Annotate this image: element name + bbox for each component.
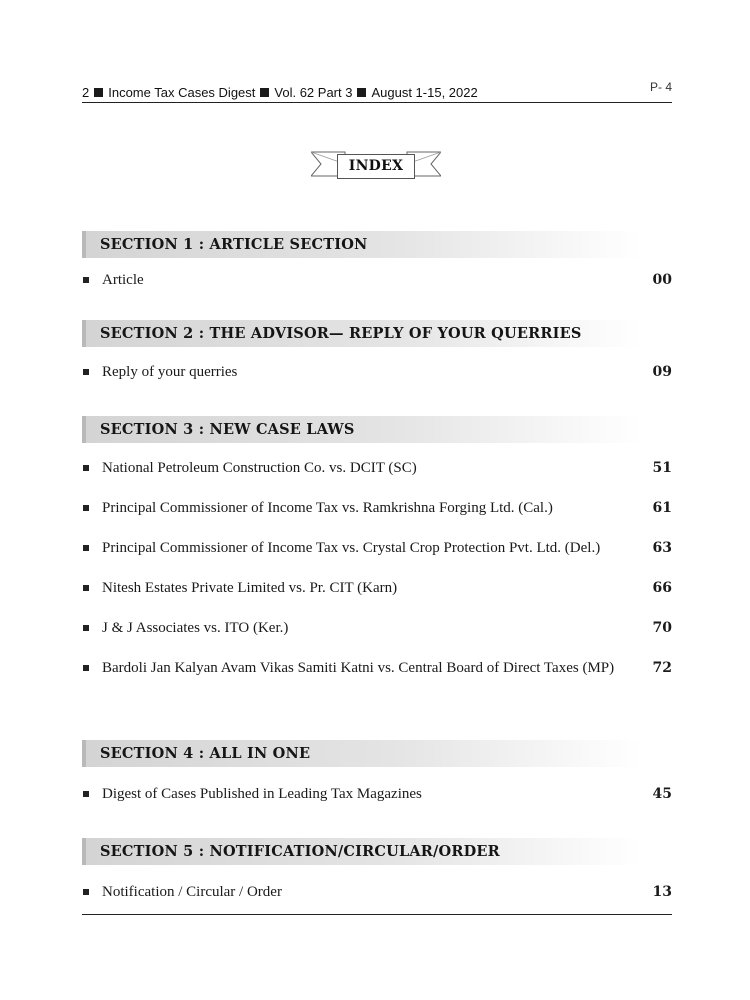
- entry-page-number: 61: [652, 500, 672, 516]
- entry-title: Reply of your querries: [102, 364, 238, 380]
- index-entry[interactable]: [82, 498, 672, 518]
- volume-label: Vol. 62 Part 3: [274, 85, 353, 100]
- index-entry[interactable]: [82, 270, 672, 290]
- entry-page-number: 13: [652, 884, 672, 900]
- entry-title: Bardoli Jan Kalyan Avam Vikas Samiti Katni vs. Central Board of Direct Taxes (MP): [102, 660, 615, 676]
- entry-title: Nitesh Estates Private Limited vs. Pr. CIT (Karn): [102, 580, 398, 596]
- section-header-3: SECTION 3 : NEW CASE LAWS: [82, 416, 642, 443]
- entry-title: Notification / Circular / Order: [102, 884, 282, 900]
- bullet-icon: [83, 585, 89, 591]
- section-header-5: SECTION 5 : NOTIFICATION/CIRCULAR/ORDER: [82, 838, 642, 865]
- entry-page-number: 70: [652, 620, 672, 636]
- entry-page-number: 45: [652, 786, 672, 802]
- entry-page-number: 72: [652, 660, 672, 676]
- journal-title: Income Tax Cases Digest: [108, 85, 256, 100]
- index-entry[interactable]: [82, 578, 672, 598]
- entry-title: Digest of Cases Published in Leading Tax Magazines: [102, 786, 422, 802]
- square-bullet-icon: [94, 88, 103, 97]
- entry-title: Principal Commissioner of Income Tax vs. Ramkrishna Forging Ltd. (Cal.): [102, 500, 553, 516]
- issue-date: August 1-15, 2022: [371, 85, 478, 100]
- bullet-icon: [83, 465, 89, 471]
- index-entry[interactable]: [82, 784, 672, 804]
- index-title: INDEX: [337, 154, 415, 179]
- bullet-icon: [83, 545, 89, 551]
- index-entry[interactable]: [82, 618, 672, 638]
- index-entry[interactable]: [82, 362, 672, 382]
- bullet-icon: [83, 505, 89, 511]
- entry-title: Article: [102, 272, 144, 288]
- bullet-icon: [83, 889, 89, 895]
- index-entry[interactable]: [82, 882, 672, 902]
- entry-page-number: 63: [652, 540, 672, 556]
- page-label: P- 4: [649, 80, 672, 94]
- entry-title: J & J Associates vs. ITO (Ker.): [102, 620, 289, 636]
- entry-title: Principal Commissioner of Income Tax vs. Crystal Crop Protection Pvt. Ltd. (Del.): [102, 540, 601, 556]
- section-header-1: SECTION 1 : ARTICLE SECTION: [82, 231, 642, 258]
- section-header-2: SECTION 2 : THE ADVISOR— REPLY OF YOUR QUERRIES: [82, 320, 642, 347]
- entry-title: National Petroleum Construction Co. vs. DCIT (SC): [102, 460, 417, 476]
- index-entry[interactable]: [82, 538, 672, 558]
- bullet-icon: [83, 369, 89, 375]
- bullet-icon: [83, 277, 89, 283]
- entry-page-number: 66: [652, 580, 672, 596]
- running-header: [82, 85, 672, 103]
- bullet-icon: [83, 665, 89, 671]
- square-bullet-icon: [357, 88, 366, 97]
- index-entry[interactable]: [82, 658, 672, 678]
- entry-page-number: 09: [652, 364, 672, 380]
- page-number: 2: [82, 85, 90, 100]
- index-banner: [311, 150, 441, 184]
- section-header-4: SECTION 4 : ALL IN ONE: [82, 740, 642, 767]
- bottom-rule: [82, 914, 672, 915]
- square-bullet-icon: [260, 88, 269, 97]
- entry-page-number: 00: [652, 272, 672, 288]
- bullet-icon: [83, 625, 89, 631]
- index-entry[interactable]: [82, 458, 672, 478]
- bullet-icon: [83, 791, 89, 797]
- entry-page-number: 51: [652, 460, 672, 476]
